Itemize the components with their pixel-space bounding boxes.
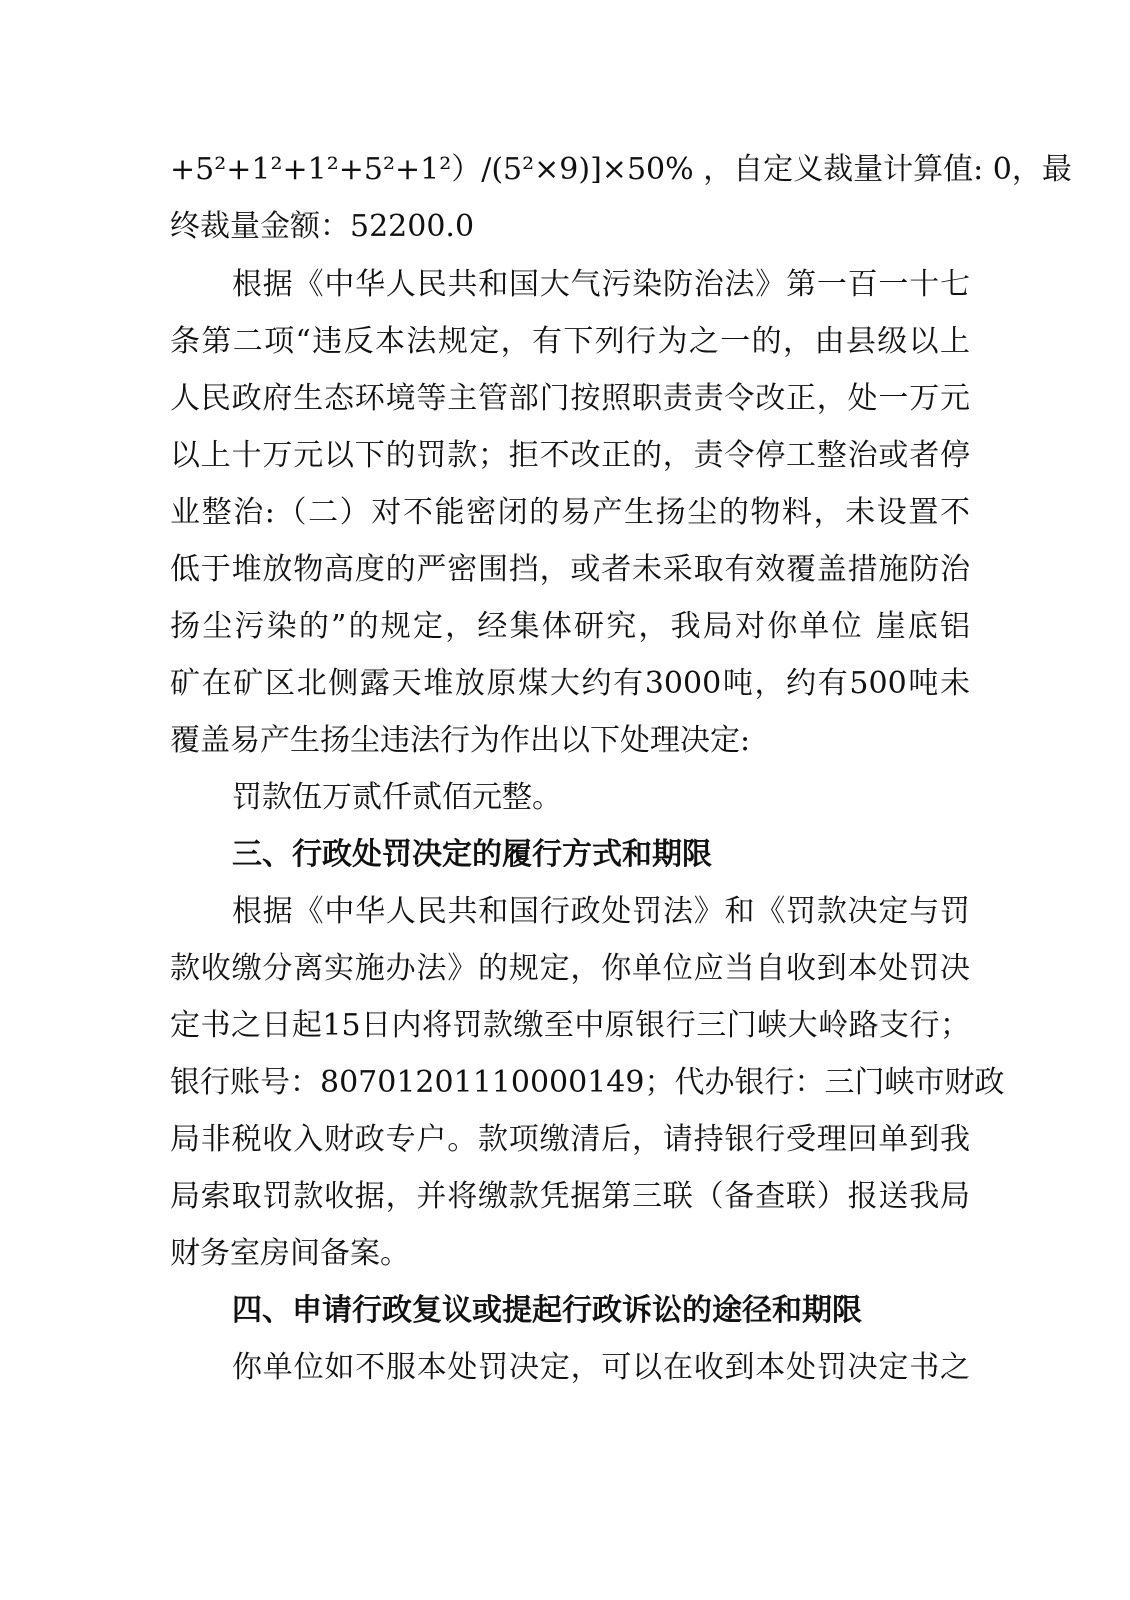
text-line: +5²+1²+1²+5²+1²）/(5²×9)]×50% ，自定义裁量计算值: 0，最 [170,152,1072,187]
paragraph-first-line: 根据《中华人民共和国大气污染防治法》第一百一十七 [232,267,970,302]
text-line: 款收缴分离实施办法》的规定，你单位应当自收到本处罚决 [170,951,970,986]
penalty-decision: 罚款伍万贰仟贰佰元整。 [232,780,562,815]
text-line: 终裁量金额：52200.0 [170,209,475,244]
text-line: 矿在矿区北侧露天堆放原煤大约有3000吨，约有500吨未 [170,666,970,701]
text-line: 业整治:（二）对不能密闭的易产生扬尘的物料，未设置不 [170,495,970,530]
text-line: 扬尘污染的”的规定，经集体研究，我局对你单位 崖底铝 [170,609,970,644]
text-line: 财务室房间备案。 [170,1236,410,1271]
section-heading-3: 三、行政处罚决定的履行方式和期限 [232,837,712,872]
text-line: 条第二项“违反本法规定，有下列行为之一的，由县级以上 [170,324,970,359]
section-heading-4: 四、申请行政复议或提起行政诉讼的途径和期限 [232,1293,862,1328]
text-line: 人民政府生态环境等主管部门按照职责责令改正，处一万元 [170,381,970,416]
text-line: 局非税收入财政专户。款项缴清后，请持银行受理回单到我 [170,1122,970,1157]
text-line: 银行账号：80701201110000149；代办银行：三门峡市财政 [170,1065,1005,1100]
text-line: 以上十万元以下的罚款；拒不改正的，责令停工整治或者停 [170,438,970,473]
paragraph-first-line: 你单位如不服本处罚决定，可以在收到本处罚决定书之 [232,1350,970,1385]
text-line: 定书之日起15日内将罚款缴至中原银行三门峡大岭路支行； [170,1008,970,1043]
text-line: 局索取罚款收据，并将缴款凭据第三联（备查联）报送我局 [170,1179,970,1214]
text-line: 覆盖易产生扬尘违法行为作出以下处理决定: [170,723,751,758]
text-line: 低于堆放物高度的严密围挡，或者未采取有效覆盖措施防治 [170,552,970,587]
paragraph-first-line: 根据《中华人民共和国行政处罚法》和《罚款决定与罚 [232,894,970,929]
